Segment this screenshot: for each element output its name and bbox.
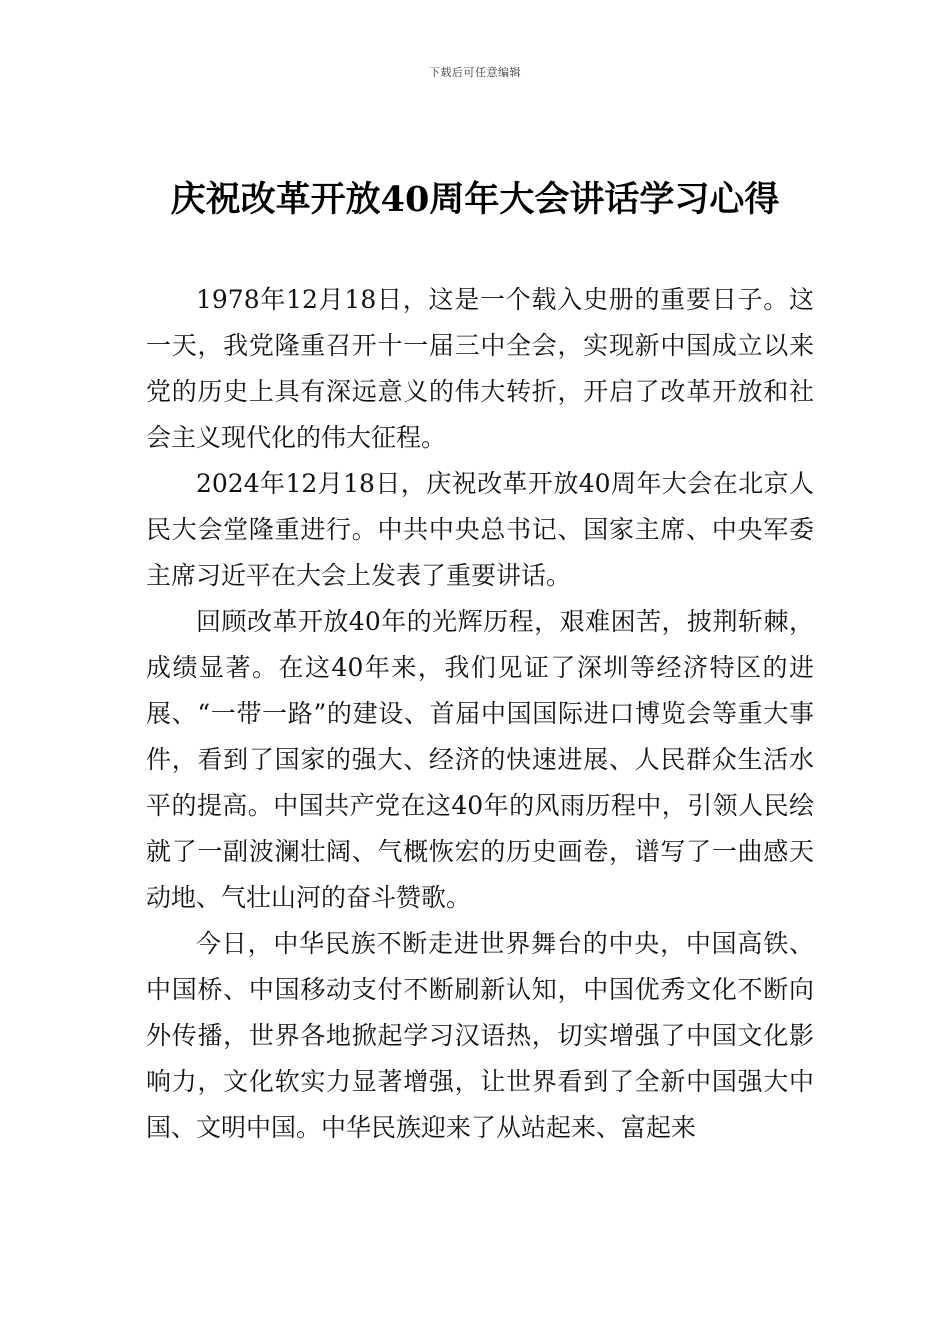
paragraph-2: 2024年12月18日，庆祝改革开放40周年大会在北京人民大会堂隆重进行。中共中央总书记、国家主席、中央军委主席习近平在大会上发表了重要讲话。 [146,469,814,590]
document-title: 庆祝改革开放40周年大会讲话学习心得 [170,179,780,220]
document-body [146,277,814,1151]
paragraph-4: 今日，中华民族不断走进世界舞台的中央，中国高铁、中国桥、中国移动支付不断刷新认知，中国优秀文化不断向外传播，世界各地掀起学习汉语热，切实增强了中国文化影响力，文化软实力显著增强，让世界看到了全新中国强大中国、文明中国。中华民族迎来了从站起来、富起来 [146,929,814,1142]
paragraph-3: 回顾改革开放40年的光辉历程，艰难困苦，披荆斩棘，成绩显著。在这40年来，我们见证了深圳等经济特区的进展、“一带一路”的建设、首届中国国际进口博览会等重大事件，看到了国家的强大、经济的快速进展、人民群众生活水平的提高。中国共产党在这40年的风雨历程中，引领人民绘就了一副波澜壮阔、气概恢宏的历史画卷，谱写了一曲感天动地、气壮山河的奋斗赞歌。 [146,607,814,912]
page-header-note: 下载后可任意编辑 [429,66,521,79]
paragraph-1: 1978年12月18日，这是一个载入史册的重要日子。这一天，我党隆重召开十一届三中全会，实现新中国成立以来党的历史上具有深远意义的伟大转折，开启了改革开放和社会主义现代化的伟大征程。 [146,285,814,452]
